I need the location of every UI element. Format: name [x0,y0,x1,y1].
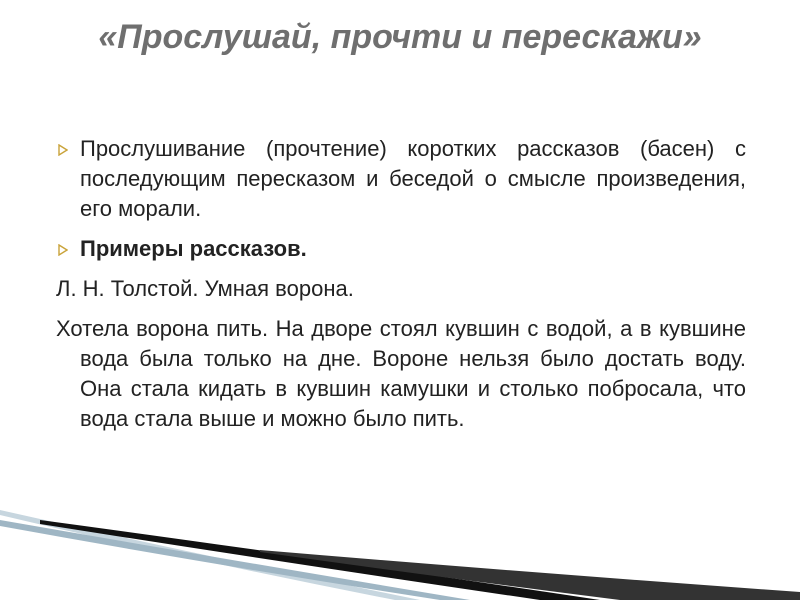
bullet-item-description [56,134,746,224]
slide-body [56,134,746,434]
slide-title: «Прослушай, прочти и перескажи» [98,18,702,56]
hollow-triangle-icon [56,234,70,264]
hollow-triangle-icon [56,134,70,164]
swoosh-blue-band [0,520,470,600]
bullet-text-bold: Примеры рассказов. [80,236,307,261]
story-paragraph: Хотела ворона пить. На дворе стоял кувшин с водой, а в кувшине вода была только на дне. Вороне нельзя было достать воду. Она стала кидать в кувшин камушки и столько побросала, что вода стала выше и можно было пить. [56,316,746,431]
bullet-text: Прослушивание (прочтение) коротких рассказов (басен) с последующим пересказом и беседой о смысле произведения, его морали. [80,136,746,221]
bullet-item-examples [56,234,746,264]
author-line: Л. Н. Толстой. Умная ворона. [56,276,354,301]
